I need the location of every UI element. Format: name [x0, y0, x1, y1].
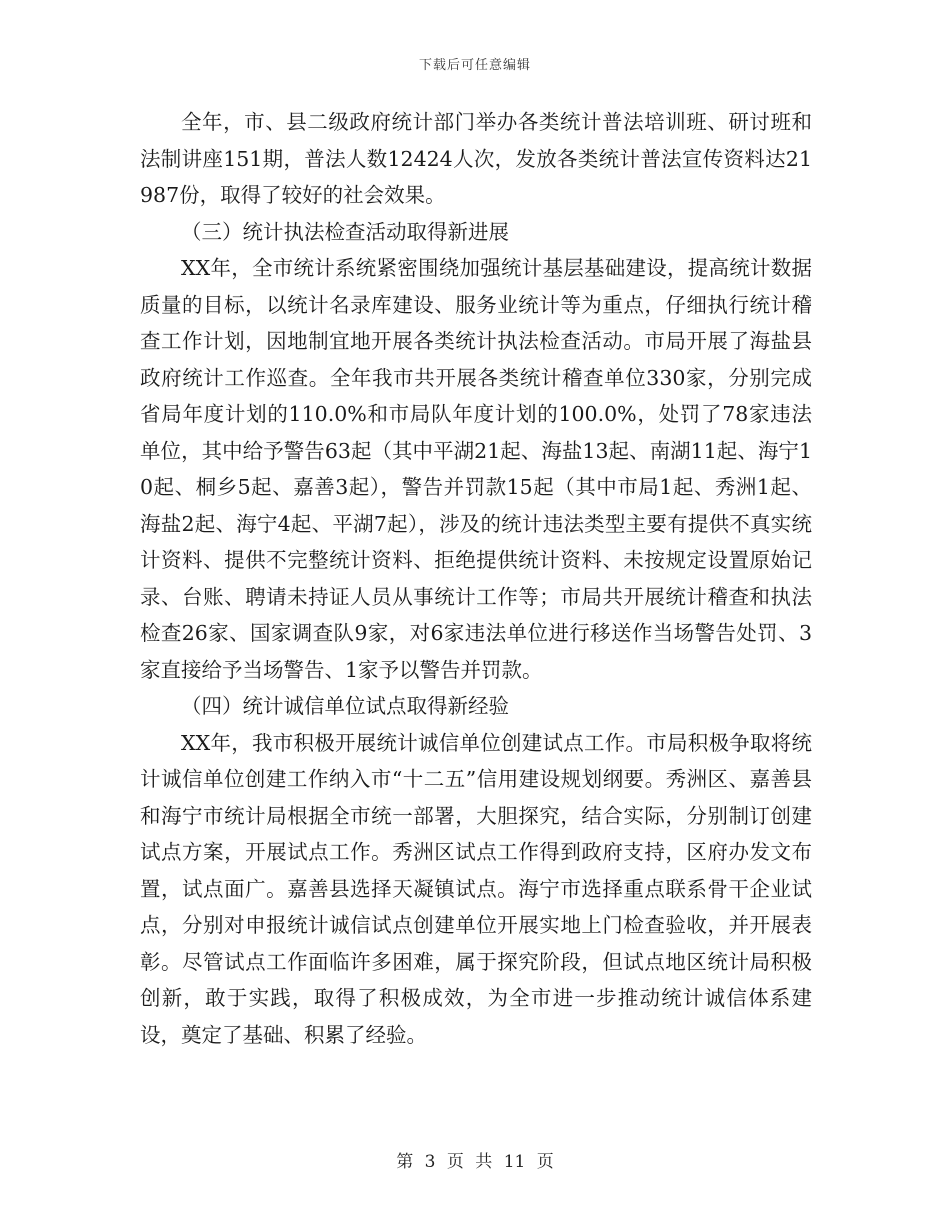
- page-number: 第 3 页 共 11 页: [396, 1152, 554, 1172]
- paragraph-law-enforcement: XX年，全市统计系统紧密围绕加强统计基层基础建设，提高统计数据质量的目标，以统计名录库建设、服务业统计等为重点，仔细执行统计稽查工作计划，因地制宜地开展各类统计执法检查活动。市局开展了海盐县政府统计工作巡查。全年我市共开展各类统计稽查单位330家，分别完成省局年度计划的110.0%和市局队年度计划的100.0%，处罚了78家违法单位，其中给予警告63起（其中平湖21起、海盐13起、南湖11起、海宁10起、桐乡5起、嘉善3起），警告并罚款15起（其中市局1起、秀洲1起、海盐2起、海宁4起、平湖7起），涉及的统计违法类型主要有提供不真实统计资料、提供不完整统计资料、拒绝提供统计资料、未按规定设置原始记录、台账、聘请未持证人员从事统计工作等；市局共开展统计稽查和执法检查26家、国家调查队9家，对6家违法单位进行移送作当场警告处罚、3家直接给予当场警告、1家予以警告并罚款。: [140, 256, 812, 682]
- page-header: 下载后可任意编辑: [418, 58, 531, 73]
- section-heading-law-enforcement: （三）统计执法检查活动取得新进展: [181, 219, 509, 244]
- paragraph-integrity-pilot: XX年，我市积极开展统计诚信单位创建试点工作。市局积极争取将统计诚信单位创建工作纳入市“十二五”信用建设规划纲要。秀洲区、嘉善县和海宁市统计局根据全市统一部署，大胆探究，结合实际，分别制订创建试点方案，开展试点工作。秀洲区试点工作得到政府支持，区府办发文布置，试点面广。嘉善县选择天凝镇试点。海宁市选择重点联系骨干企业试点，分别对申报统计诚信试点创建单位开展实地上门检查验收，并开展表彰。尽管试点工作面临许多困难，属于探究阶段，但试点地区统计局积极创新，敢于实践，取得了积极成效，为全市进一步推动统计诚信体系建设，奠定了基础、积累了经验。: [140, 730, 812, 1047]
- paragraph-training-summary: 全年，市、县二级政府统计部门举办各类统计普法培训班、研讨班和法制讲座151期，普法人数12424人次，发放各类统计普法宣传资料达21987份，取得了较好的社会效果。: [140, 110, 812, 207]
- document-body: [140, 104, 812, 1053]
- section-heading-integrity-pilot: （四）统计诚信单位试点取得新经验: [181, 694, 509, 718]
